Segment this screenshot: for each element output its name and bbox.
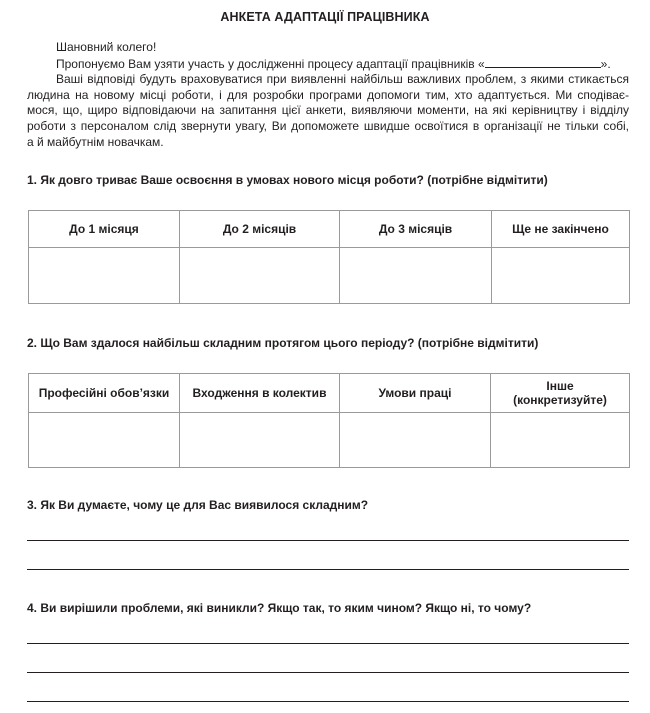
option-header: Входження в колектив [180,374,340,413]
invitation-text: Пропонуємо Вам узяти участь у дослідженні процесу адаптації працівників « [56,56,485,71]
option-header: До 1 місяця [29,211,180,248]
intro-line: мося, що, щиро відповідаючи на запитання цієї анкети, виявляючи моменти, на які керівництву і відділу [27,103,629,118]
answer-cell[interactable] [492,248,630,304]
greeting: Шановний колего! [56,40,157,54]
answer-cell[interactable] [340,413,491,468]
option-header: До 2 місяців [180,211,340,248]
intro-line: Ваші відповіді будуть враховуватися при виявленні найбільш важливих проблем, з якими стикається [56,72,629,87]
form-title: АНКЕТА АДАПТАЦІЇ ПРАЦІВНИКА [220,10,430,24]
answer-line[interactable] [27,540,629,541]
answer-cell[interactable] [491,413,630,468]
option-header: До 3 місяців [340,211,492,248]
answer-cell[interactable] [180,248,340,304]
answer-cell[interactable] [180,413,340,468]
option-header: Професійні обов’язки [29,374,180,413]
question-4: 4. Ви вирішили проблеми, які виникли? Якщо так, то яким чином? Якщо ні, то чому? [27,601,532,615]
other-hint: (конкретизуйте) [513,393,607,407]
question-1: 1. Як довго триває Ваше освоєння в умовах нового місця роботи? (потрібне відмітити) [27,173,548,187]
intro-line: роботи з персоналом слід звернути увагу, Ви допоможете швидше освоїтися в організації не тільки собі, [27,118,629,133]
intro-line: а й майбутнім новачкам. [27,134,164,149]
answer-cell[interactable] [29,413,180,468]
organization-blank-field[interactable] [485,56,601,68]
invitation-close: ». [600,56,611,71]
intro-line: людина на новому місці роботи, і для розробки програми допомоги тим, хто адаптується. Ми сподіває- [27,87,629,102]
option-header-other [491,374,630,413]
invitation-line [27,56,629,73]
answer-cell[interactable] [29,248,180,304]
question-3: 3. Як Ви думаєте, чому це для Вас виявилося складним? [27,498,369,512]
answer-line[interactable] [27,643,629,644]
question-1-options-table [28,210,630,304]
answer-line[interactable] [27,701,629,702]
question-2-options-table [28,373,630,468]
answer-line[interactable] [27,672,629,673]
other-label: Інше [546,379,574,393]
option-header: Умови праці [340,374,491,413]
answer-cell[interactable] [340,248,492,304]
option-header: Ще не закінчено [492,211,630,248]
answer-line[interactable] [27,569,629,570]
question-2: 2. Що Вам здалося найбільш складним протягом цього періоду? (потрібне відмітити) [27,336,539,350]
intro-text [27,40,629,150]
